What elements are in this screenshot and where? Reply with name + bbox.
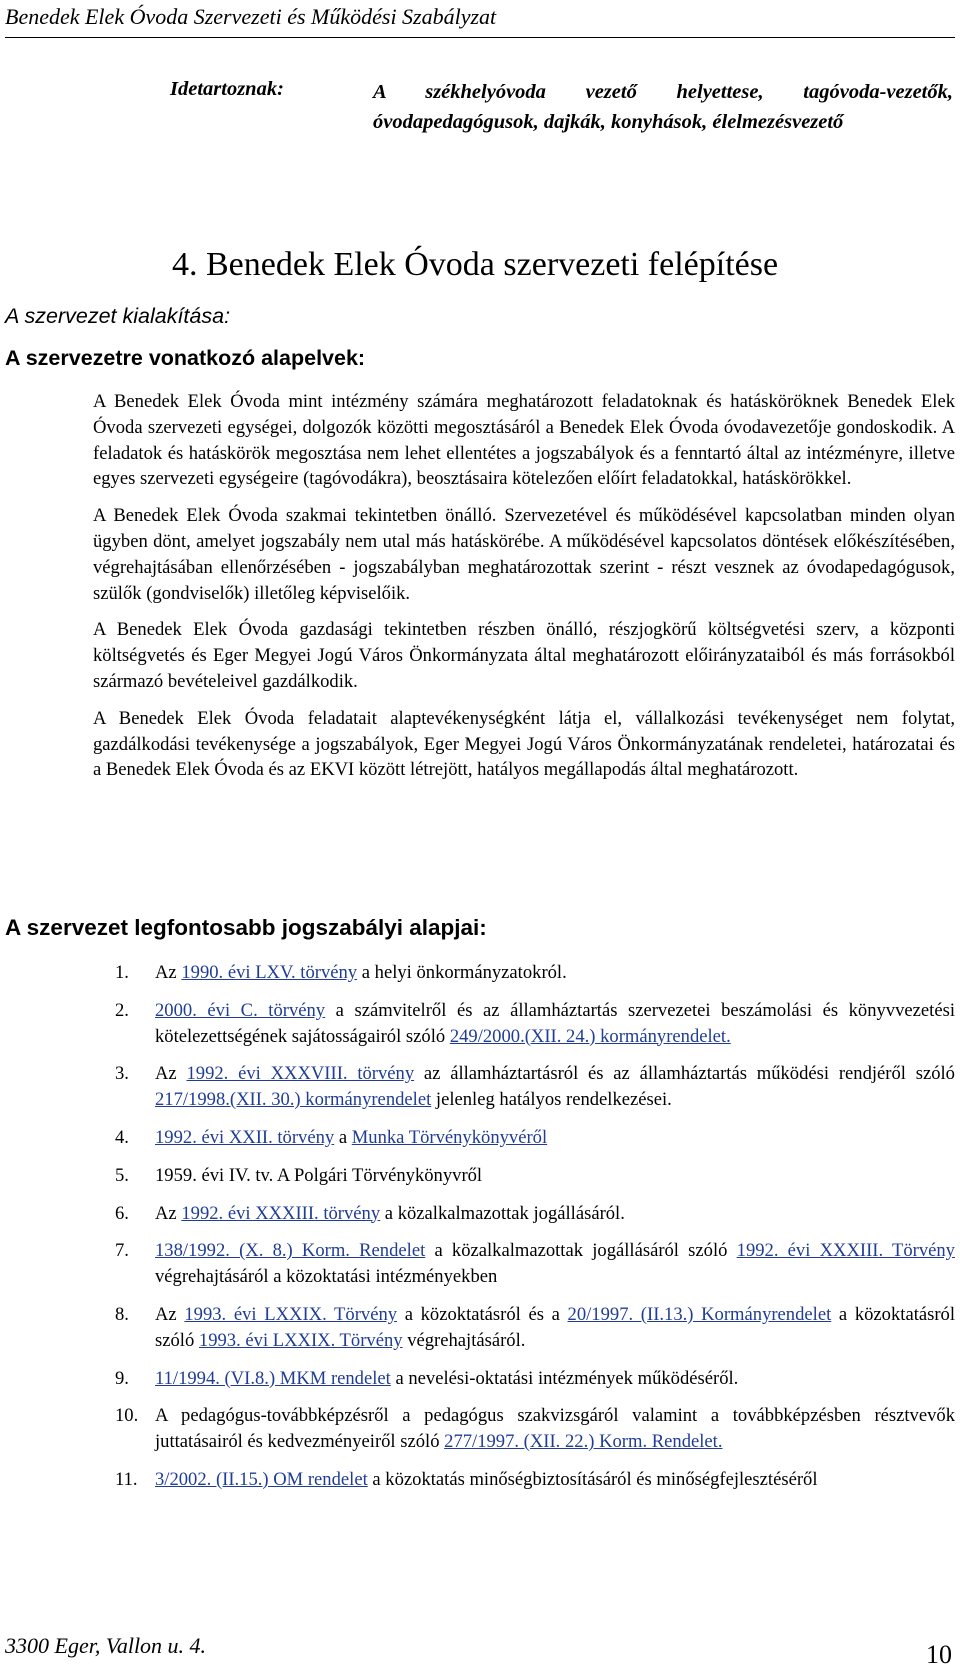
law-reference-link[interactable]: Munka Törvénykönyvéről (351, 1126, 548, 1148)
law-text-fragment: végrehajtásáról a közoktatási intézményekben (155, 1266, 498, 1288)
law-reference-link[interactable]: 2000. évi C. törvény (155, 999, 326, 1021)
body-paragraphs (93, 389, 955, 794)
law-text-fragment: a helyi önkormányzatokról. (357, 962, 567, 983)
law-item (115, 1061, 955, 1113)
idetartoznak-label: Idetartoznak: (170, 78, 284, 100)
law-text (155, 1061, 955, 1113)
law-number: 3. (115, 1063, 129, 1085)
law-text (155, 1125, 955, 1151)
law-text-fragment: az államháztartásról és az államháztartás működési rendjéről szóló (414, 1063, 955, 1085)
law-item (115, 1238, 955, 1290)
law-number: 11. (115, 1468, 138, 1490)
law-item (115, 1201, 955, 1227)
subheading-alapelvek: A szervezetre vonatkozó alapelvek: (5, 346, 366, 370)
law-text-fragment: 1959. évi IV. tv. A Polgári Törvénykönyvről (155, 1164, 483, 1186)
law-text-fragment: a közalkalmazottak jogállásáról szóló (425, 1240, 737, 1262)
law-reference-link[interactable]: 20/1997. (II.13.) Kormányrendelet (567, 1303, 832, 1325)
law-text (155, 998, 955, 1050)
law-text-fragment: jelenleg hatályos rendelkezései. (431, 1089, 672, 1111)
law-text-fragment: A pedagógus-továbbképzésről a pedagógus szakvizsgáról valamint a továbbképzésben résztvevők juttatásairól és kedvezményeiről szóló (155, 1405, 955, 1453)
law-text-fragment: a közoktatásról és a (397, 1303, 568, 1325)
law-reference-link[interactable]: 1992. évi XXXIII. Törvény (736, 1240, 955, 1262)
law-item (115, 960, 955, 986)
law-number: 6. (115, 1202, 129, 1224)
laws-list (115, 960, 955, 1505)
law-text-fragment: a nevelési-oktatási intézmények működéséről. (390, 1367, 739, 1389)
law-reference-link[interactable]: 277/1997. (XII. 22.) Korm. Rendelet. (444, 1431, 723, 1453)
law-item (115, 1163, 955, 1189)
law-text (155, 1238, 955, 1290)
footer-address: 3300 Eger, Vallon u. 4. (5, 1633, 207, 1658)
law-text (155, 1467, 955, 1493)
law-item (115, 1366, 955, 1392)
law-number: 4. (115, 1126, 129, 1148)
law-reference-link[interactable]: 1992. évi XXXIII. törvény (181, 1202, 381, 1224)
law-reference-link[interactable]: 217/1998.(XII. 30.) kormányrendelet (155, 1089, 432, 1111)
law-text (155, 1201, 955, 1227)
law-text-fragment: a közoktatás minőségbiztosításáról és minőségfejlesztéséről (367, 1468, 818, 1490)
law-text (155, 1163, 955, 1189)
law-item (115, 1302, 955, 1354)
law-number: 7. (115, 1240, 129, 1262)
law-reference-link[interactable]: 1992. évi XXXVIII. törvény (186, 1063, 415, 1085)
law-text-fragment: Az (155, 1063, 187, 1085)
laws-heading: A szervezet legfontosabb jogszabályi alapjai: (5, 915, 487, 940)
law-text (155, 1302, 955, 1354)
law-text-fragment: Az (155, 962, 182, 983)
section-heading: 4. Benedek Elek Óvoda szervezeti felépítése (172, 246, 779, 283)
law-text-fragment: Az (155, 1202, 182, 1224)
law-reference-link[interactable]: 1993. évi LXXIX. Törvény (184, 1303, 398, 1325)
law-text-fragment: végrehajtásáról. (402, 1329, 526, 1351)
paragraph: A Benedek Elek Óvoda szakmai tekintetben önálló. Szervezetével és működésével kapcsolatban minden olyan ügyben dönt, amelyet jogszabály nem utal más hatáskörébe. A működésével kapcsolatos döntések előkészítésében, végrehajtásában ellenőrzésében - jogszabályban meghatározottak szerint - részt vesznek az óvodapedagógusok, szülők (gondviselők) illetőleg képviselőik. (93, 505, 955, 604)
law-number: 9. (115, 1367, 129, 1389)
page-header: Benedek Elek Óvoda Szervezeti és Működési Szabályzat (5, 4, 955, 38)
law-reference-link[interactable]: 11/1994. (VI.8.) MKM rendelet (155, 1367, 391, 1389)
law-reference-link[interactable]: 1992. évi XXII. törvény (155, 1126, 335, 1148)
law-text-fragment: a számvitelről és az államháztartás szervezetei beszámolási és könyvvezetési kötelezettségének sajátosságairól szóló (155, 999, 955, 1047)
paragraph: A Benedek Elek Óvoda gazdasági tekintetben részben önálló, részjogkörű költségvetési szerv, a központi költségvetés és Eger Megyei Jogú Város Önkormányzata által meghatározott előirányzataiból és más forrásokból származó bevételeivel gazdálkodik. (93, 619, 955, 692)
law-text-fragment: a (334, 1126, 352, 1148)
law-number: 10. (115, 1405, 139, 1427)
law-reference-link[interactable]: 3/2002. (II.15.) OM rendelet (155, 1468, 368, 1490)
law-item (115, 1467, 955, 1493)
law-reference-link[interactable]: 249/2000.(XII. 24.) kormányrendelet. (449, 1025, 731, 1047)
law-item (115, 1125, 955, 1151)
law-number: 1. (115, 962, 129, 983)
law-text (155, 1403, 955, 1455)
paragraph: A Benedek Elek Óvoda feladatait alaptevékenységként látja el, vállalkozási tevékenységet nem folytat, gazdálkodási tevékenysége a jogszabályok, Eger Megyei Jogú Város Önkormányzatának rendeletei, határozatai és a Benedek Elek Óvoda és az EKVI között létrejött, hatályos megállapodás által meghatározott. (93, 707, 955, 781)
page-number: 10 (926, 1640, 952, 1669)
law-item (115, 1403, 955, 1455)
idetartoznak-value: A székhelyóvoda vezető helyettese, tagóvoda-vezetők, óvodapedagógusok, dajkák, konyhások, élelmezésvezető (373, 81, 953, 133)
law-text-fragment: a közalkalmazottak jogállásáról. (380, 1202, 625, 1224)
law-text (155, 1366, 955, 1392)
subheading-kialakitas: A szervezet kialakítása: (5, 304, 231, 328)
law-text-fragment: Az (155, 1303, 185, 1325)
law-reference-link[interactable]: 138/1992. (X. 8.) Korm. Rendelet (155, 1240, 426, 1262)
law-number: 5. (115, 1164, 129, 1186)
law-number: 2. (115, 999, 129, 1021)
law-text (155, 960, 955, 986)
law-number: 8. (115, 1303, 129, 1325)
law-reference-link[interactable]: 1990. évi LXV. törvény (181, 962, 358, 983)
law-item (115, 998, 955, 1050)
law-reference-link[interactable]: 1993. évi LXXIX. Törvény (198, 1329, 403, 1351)
paragraph: A Benedek Elek Óvoda mint intézmény számára meghatározott feladatoknak és hatásköröknek Benedek Elek Óvoda szervezeti egységei, dolgozók közötti megosztásáról a Benedek Elek Óvoda óvodavezetője gondoskodik. A feladatok és hatáskörök megosztása nem lehet ellentétes a jogszabályok és a fenntartó által az intézményre, illetve egyes szervezeti egységeire (tagóvodákra), beosztásaira kötelezően előírt feladatokkal, hatáskörökkel. (93, 391, 955, 490)
law-text-fragment: a közoktatásról szóló (155, 1303, 956, 1351)
